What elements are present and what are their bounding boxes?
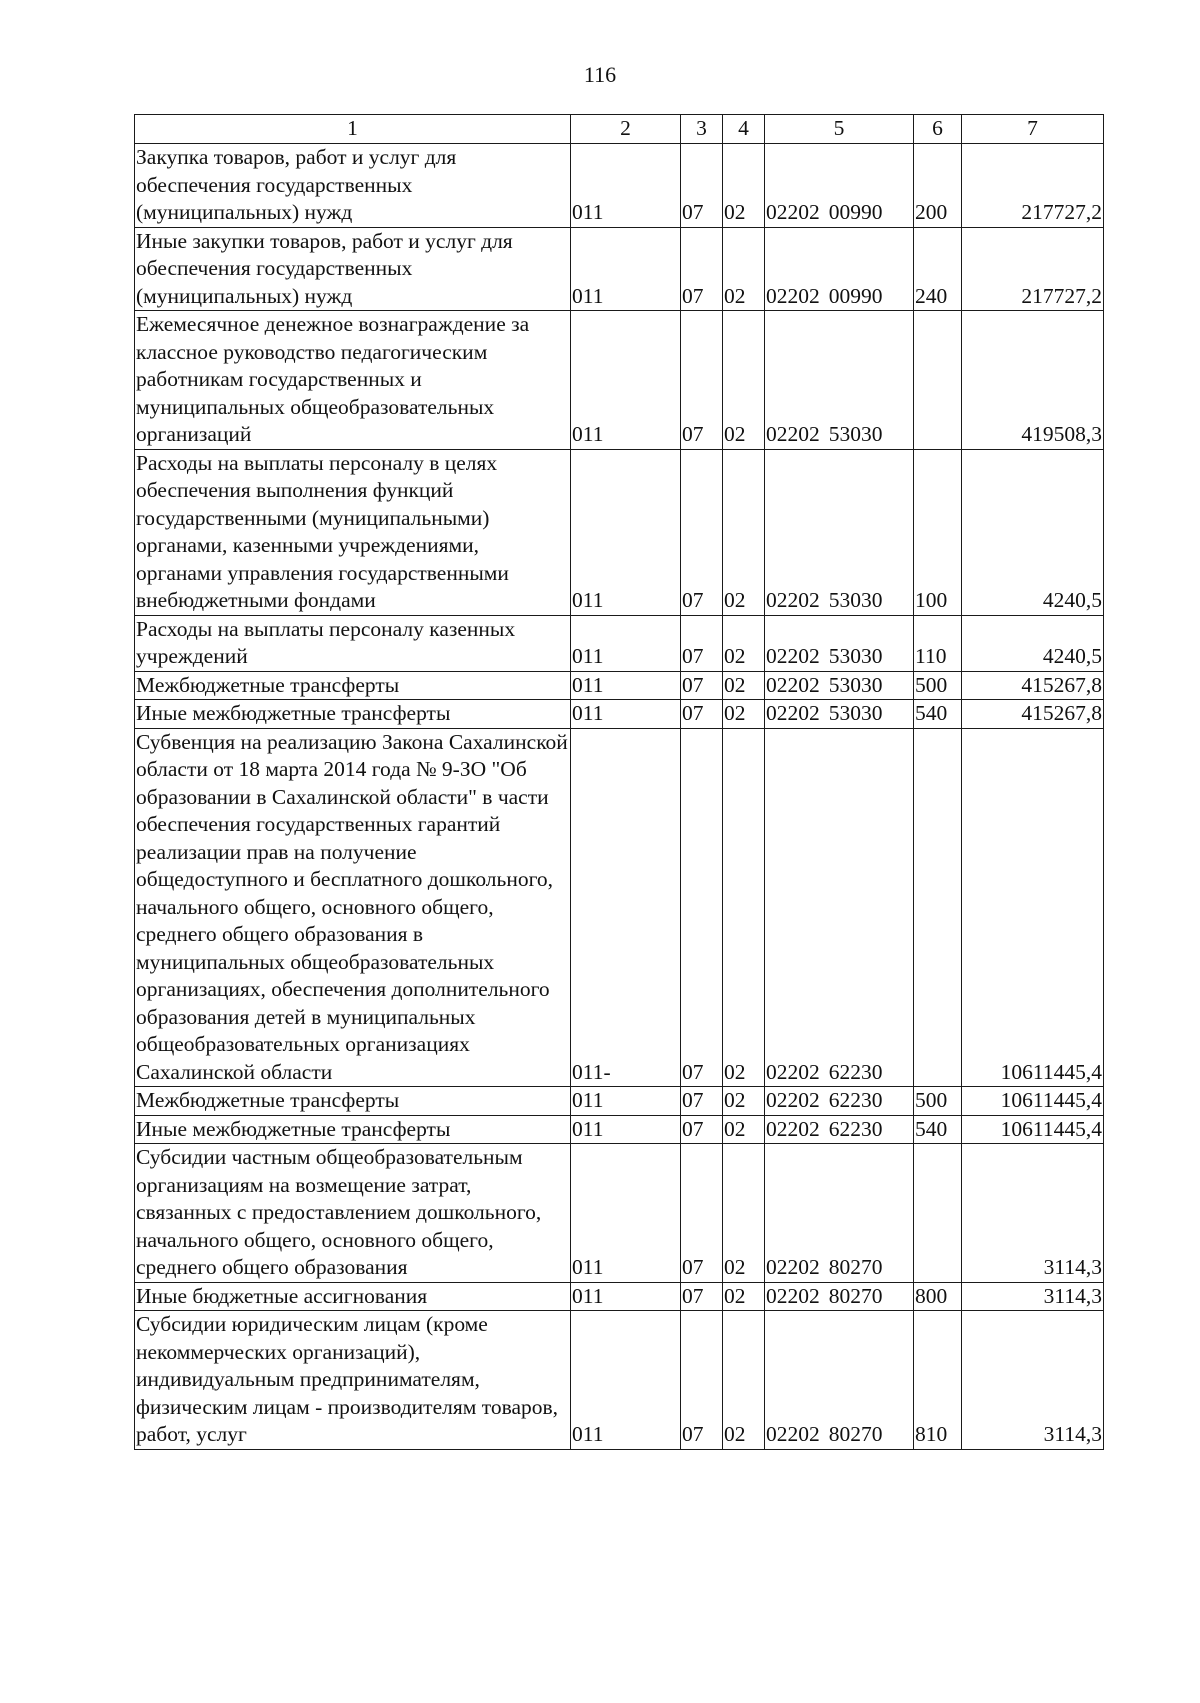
budget-table [134, 114, 1104, 1450]
target-article-direction: 62230 [828, 1116, 883, 1141]
amount: 4240,5 [962, 449, 1104, 615]
target-article-direction: 53030 [828, 644, 883, 668]
section-code: 07 [681, 700, 723, 729]
subsection-code: 02 [723, 700, 765, 729]
admin-code: 011 [571, 1311, 681, 1450]
target-article-direction: 53030 [828, 701, 883, 725]
section-code: 07 [681, 449, 723, 615]
expense-type-code: 110 [914, 615, 962, 671]
admin-code: 011 [571, 1115, 681, 1144]
amount: 415267,8 [962, 700, 1104, 729]
expense-name: Иные межбюджетные трансферты [135, 1115, 571, 1144]
target-article-code [765, 1087, 914, 1116]
section-code: 07 [681, 1087, 723, 1116]
target-article-code [765, 728, 914, 1087]
table-body [135, 144, 1104, 1450]
header-cell: 5 [765, 115, 914, 144]
subsection-code: 02 [723, 728, 765, 1087]
target-article-direction: 00990 [828, 283, 883, 308]
target-article-program: 02202 [766, 1116, 820, 1141]
header-cell: 1 [135, 115, 571, 144]
subsection-code: 02 [723, 1144, 765, 1283]
admin-code: 011 [571, 700, 681, 729]
table-row [135, 728, 1104, 1087]
table-row [135, 1087, 1104, 1116]
target-article-direction: 00990 [828, 200, 883, 224]
expense-type-code: 540 [914, 1115, 962, 1144]
expense-type-code: 100 [914, 449, 962, 615]
expense-type-code [914, 1144, 962, 1283]
target-article-program: 02202 [766, 422, 820, 446]
expense-name: Расходы на выплаты персоналу казенных учреждений [135, 615, 571, 671]
expense-type-code: 500 [914, 671, 962, 700]
section-code: 07 [681, 728, 723, 1087]
target-article-code [765, 1115, 914, 1144]
subsection-code: 02 [723, 449, 765, 615]
expense-type-code: 540 [914, 700, 962, 729]
amount: 3114,3 [962, 1311, 1104, 1450]
admin-code: 011 [571, 671, 681, 700]
header-cell: 4 [723, 115, 765, 144]
subsection-code: 02 [723, 1087, 765, 1116]
target-article-code [765, 1144, 914, 1283]
table-row [135, 311, 1104, 450]
target-article-code [765, 671, 914, 700]
section-code: 07 [681, 1282, 723, 1311]
section-code: 07 [681, 615, 723, 671]
target-article-direction: 80270 [828, 1283, 883, 1308]
admin-code: 011 [571, 227, 681, 311]
amount: 10611445,4 [962, 1115, 1104, 1144]
target-article-program: 02202 [766, 1283, 820, 1308]
page-number: 116 [583, 62, 617, 87]
expense-name: Субсидии юридическим лицам (кроме некоммерческих организаций), индивидуальным предпринимателям, физическим лицам - производителям товаров, работ, услуг [135, 1311, 571, 1450]
subsection-code: 02 [723, 1115, 765, 1144]
admin-code: 011- [571, 728, 681, 1087]
amount: 419508,3 [962, 311, 1104, 450]
section-code: 07 [681, 1115, 723, 1144]
subsection-code: 02 [723, 671, 765, 700]
expense-name: Межбюджетные трансферты [135, 1087, 571, 1116]
target-article-code [765, 227, 914, 311]
expense-type-code: 800 [914, 1282, 962, 1311]
section-code: 07 [681, 311, 723, 450]
target-article-program: 02202 [766, 644, 820, 668]
table-row [135, 1115, 1104, 1144]
section-code: 07 [681, 1311, 723, 1450]
table-row [135, 449, 1104, 615]
header-row [135, 115, 1104, 144]
table-row [135, 227, 1104, 311]
admin-code: 011 [571, 1087, 681, 1116]
expense-name: Субвенция на реализацию Закона Сахалинской области от 18 марта 2014 года № 9-ЗО "Об образовании в Сахалинской области" в части обеспечения государственных гарантий реализации прав на получение общедоступного и бесплатного дошкольного, начального общего, основного общего, среднего общего образования в муниципальных общеобразовательных организациях, обеспечения дополнительного образования детей в муниципальных общеобразовательных организациях Сахалинской области [135, 728, 571, 1087]
expense-type-code [914, 311, 962, 450]
amount: 217727,2 [962, 227, 1104, 311]
expense-type-code: 240 [914, 227, 962, 311]
header-cell: 3 [681, 115, 723, 144]
target-article-program: 02202 [766, 588, 820, 612]
target-article-direction: 80270 [828, 1255, 883, 1279]
target-article-direction: 53030 [828, 672, 883, 697]
target-article-program: 02202 [766, 1422, 820, 1446]
header-cell: 2 [571, 115, 681, 144]
section-code: 07 [681, 1144, 723, 1283]
expense-name: Иные закупки товаров, работ и услуг для обеспечения государственных (муниципальных) нужд [135, 227, 571, 311]
expense-name: Расходы на выплаты персоналу в целях обеспечения выполнения функций государственными (муниципальными) органами, казенными учреждениями, органами управления государственными внебюджетными фондами [135, 449, 571, 615]
table-row [135, 615, 1104, 671]
target-article-direction: 53030 [828, 422, 883, 446]
target-article-code [765, 311, 914, 450]
admin-code: 011 [571, 1282, 681, 1311]
section-code: 07 [681, 671, 723, 700]
header-cell: 7 [962, 115, 1104, 144]
admin-code: 011 [571, 144, 681, 228]
expense-type-code: 200 [914, 144, 962, 228]
target-article-code [765, 615, 914, 671]
target-article-direction: 53030 [828, 588, 883, 612]
table-row [135, 144, 1104, 228]
subsection-code: 02 [723, 311, 765, 450]
target-article-program: 02202 [766, 1088, 820, 1112]
admin-code: 011 [571, 311, 681, 450]
subsection-code: 02 [723, 227, 765, 311]
section-code: 07 [681, 227, 723, 311]
target-article-direction: 62230 [828, 1088, 883, 1112]
expense-name: Ежемесячное денежное вознаграждение за классное руководство педагогическим работникам государственных и муниципальных общеобразовательных организаций [135, 311, 571, 450]
target-article-program: 02202 [766, 701, 820, 725]
target-article-program: 02202 [766, 1059, 820, 1084]
amount: 10611445,4 [962, 728, 1104, 1087]
header-cell: 6 [914, 115, 962, 144]
admin-code: 011 [571, 1144, 681, 1283]
expense-name: Межбюджетные трансферты [135, 671, 571, 700]
target-article-program: 02202 [766, 283, 820, 308]
table-row [135, 1144, 1104, 1283]
expense-name: Иные межбюджетные трансферты [135, 700, 571, 729]
amount: 415267,8 [962, 671, 1104, 700]
target-article-code [765, 1311, 914, 1450]
target-article-program: 02202 [766, 200, 820, 224]
amount: 3114,3 [962, 1282, 1104, 1311]
subsection-code: 02 [723, 1282, 765, 1311]
expense-type-code: 810 [914, 1311, 962, 1450]
target-article-program: 02202 [766, 1255, 820, 1279]
section-code: 07 [681, 144, 723, 228]
amount: 217727,2 [962, 144, 1104, 228]
target-article-program: 02202 [766, 672, 820, 697]
table-row [135, 1311, 1104, 1450]
expense-name: Иные бюджетные ассигнования [135, 1282, 571, 1311]
expense-name: Закупка товаров, работ и услуг для обеспечения государственных (муниципальных) нужд [135, 144, 571, 228]
target-article-direction: 62230 [828, 1059, 883, 1084]
subsection-code: 02 [723, 615, 765, 671]
expense-type-code: 500 [914, 1087, 962, 1116]
table-row [135, 671, 1104, 700]
table-row [135, 1282, 1104, 1311]
subsection-code: 02 [723, 144, 765, 228]
target-article-code [765, 700, 914, 729]
expense-type-code [914, 728, 962, 1087]
admin-code: 011 [571, 449, 681, 615]
target-article-code [765, 449, 914, 615]
subsection-code: 02 [723, 1311, 765, 1450]
target-article-direction: 80270 [828, 1422, 883, 1446]
table-row [135, 700, 1104, 729]
amount: 3114,3 [962, 1144, 1104, 1283]
target-article-code [765, 1282, 914, 1311]
expense-name: Субсидии частным общеобразовательным организациям на возмещение затрат, связанных с предоставлением дошкольного, начального общего, основного общего, среднего общего образования [135, 1144, 571, 1283]
admin-code: 011 [571, 615, 681, 671]
target-article-code [765, 144, 914, 228]
amount: 4240,5 [962, 615, 1104, 671]
amount: 10611445,4 [962, 1087, 1104, 1116]
